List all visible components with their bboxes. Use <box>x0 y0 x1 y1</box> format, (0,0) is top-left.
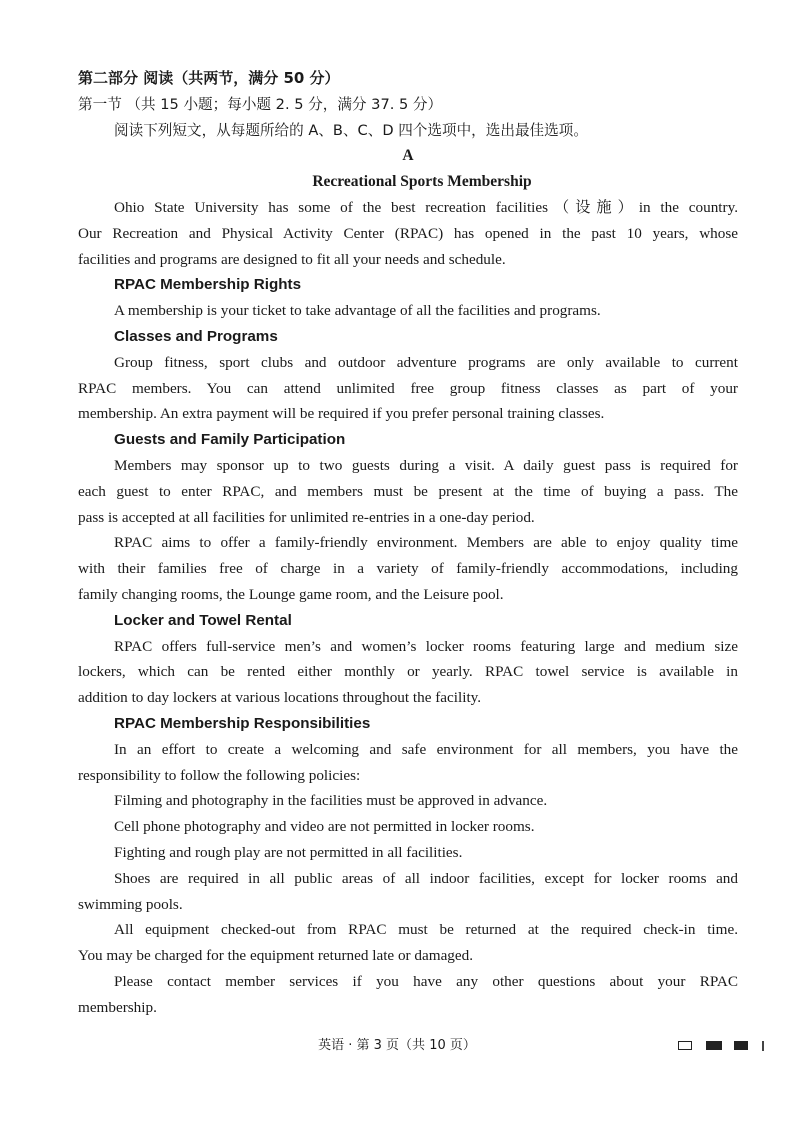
paragraph <box>78 866 738 918</box>
text-line: swimming pools. <box>78 895 183 913</box>
paragraph <box>78 840 738 866</box>
page-footer: 英语 · 第 3 页（共 10 页） <box>318 1038 476 1053</box>
paragraph <box>78 530 738 607</box>
paragraph <box>78 453 738 530</box>
text-line: addition to day lockers at various locations throughout the facility. <box>78 689 482 707</box>
section-heading: Classes and Programs <box>114 327 278 345</box>
passage-title: Recreational Sports Membership <box>312 173 532 191</box>
text-line: lockers, which can be rented either monthly or yearly. RPAC towel service is available in <box>78 663 738 681</box>
text-line: family changing rooms, the Lounge game room, and the Leisure pool. <box>78 585 504 603</box>
part-title: 第二部分 阅读（共两节，满分 50 分） <box>78 69 340 87</box>
exam-page <box>78 66 738 1020</box>
instruction: 阅读下列短文，从每题所给的 A、B、C、D 四个选项中，选出最佳选项。 <box>114 121 588 139</box>
section-heading: RPAC Membership Responsibilities <box>114 714 371 732</box>
section-title: 第一节 （共 15 小题；每小题 2. 5 分，满分 37. 5 分） <box>78 95 443 113</box>
text-line: facilities and programs are designed to fit all your needs and schedule. <box>78 250 506 268</box>
text-line: with their families free of charge in a variety of family-friendly accommodations, including <box>78 560 738 578</box>
registration-mark-outline-icon <box>678 1041 692 1050</box>
text-line: Shoes are required in all public areas of all indoor facilities, except for locker rooms and <box>114 869 738 887</box>
text-line: Our Recreation and Physical Activity Center (RPAC) has opened in the past 10 years, whose <box>78 224 738 242</box>
intro-paragraph <box>78 195 738 272</box>
text-line: Group fitness, sport clubs and outdoor adventure programs are only available to current <box>114 353 738 371</box>
paragraph <box>78 634 738 711</box>
text-line: Fighting and rough play are not permitted in all facilities. <box>114 843 463 861</box>
text-line: All equipment checked-out from RPAC must be returned at the required check-in time. <box>114 921 738 939</box>
text-line: Filming and photography in the facilities must be approved in advance. <box>114 792 548 810</box>
text-line: Members may sponsor up to two guests during a visit. A daily guest pass is required for <box>114 456 738 474</box>
section-heading: Guests and Family Participation <box>114 431 346 449</box>
passage-letter: A <box>402 147 414 165</box>
section-heading: RPAC Membership Rights <box>114 276 302 294</box>
paragraph <box>78 917 738 969</box>
text-line: Ohio State University has some of the best recreation facilities（设施）in the country. <box>114 198 738 216</box>
text-line: In an effort to create a welcoming and safe environment for all members, you have the <box>114 740 738 758</box>
text-line: membership. <box>78 998 157 1016</box>
paragraph <box>78 969 738 1021</box>
registration-mark-tick-icon <box>762 1041 764 1051</box>
paragraph <box>78 788 738 814</box>
registration-mark-filled-icon <box>734 1041 748 1050</box>
text-line: responsibility to follow the following policies: <box>78 766 361 784</box>
text-line: RPAC offers full-service men’s and women’s locker rooms featuring large and medium size <box>114 637 738 655</box>
paragraph <box>78 737 738 789</box>
text-line: Please contact member services if you have any other questions about your RPAC <box>114 972 738 990</box>
text-line: RPAC aims to offer a family-friendly environment. Members are able to enjoy quality time <box>114 534 738 552</box>
text-line: RPAC members. You can attend unlimited free group fitness classes as part of your <box>78 379 738 397</box>
text-line: You may be charged for the equipment returned late or damaged. <box>78 947 474 965</box>
text-line: membership. An extra payment will be required if you prefer personal training classes. <box>78 405 605 423</box>
text-line: pass is accepted at all facilities for unlimited re-entries in a one-day period. <box>78 508 535 526</box>
paragraph <box>78 814 738 840</box>
text-line: Cell phone photography and video are not permitted in locker rooms. <box>114 818 535 836</box>
registration-mark-filled-icon <box>706 1041 722 1050</box>
text-line: each guest to enter RPAC, and members must be present at the time of buying a pass. The <box>78 482 738 500</box>
text-line: A membership is your ticket to take advantage of all the facilities and programs. <box>114 302 601 320</box>
section-heading: Locker and Towel Rental <box>114 611 292 629</box>
paragraph <box>78 298 738 324</box>
paragraph <box>78 350 738 427</box>
